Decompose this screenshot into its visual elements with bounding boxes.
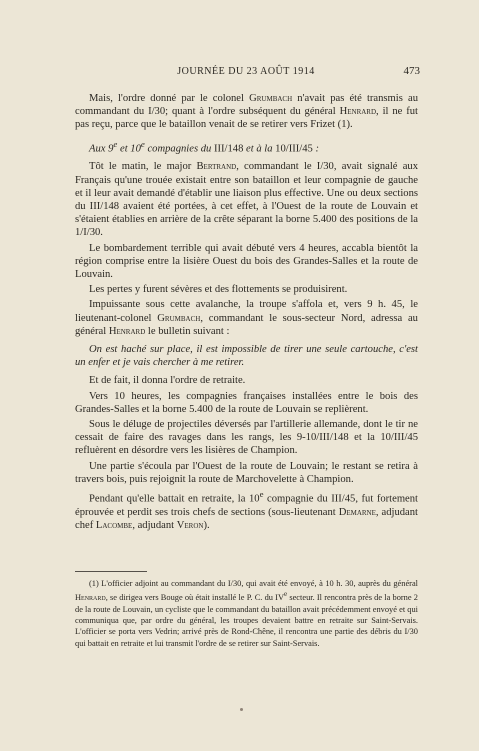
page-number: 473: [403, 65, 420, 77]
text-run: Impuissante sous cette avalanche, la troupe s'affola et, vers 9 h. 45, le lieutenant-colonel: [75, 299, 418, 324]
section-heading: [75, 138, 418, 156]
person-name: Henrard: [75, 593, 106, 603]
text-run: Pendant qu'elle battait en retraite, la 10: [89, 493, 260, 505]
text-run: , se dirigea vers Bouge où était installé le P. C. du IV: [105, 593, 285, 603]
paragraph-3: Le bombardement terrible qui avait débuté vers 4 heures, accabla bientôt la région comprise entre la lisière Ouest du bois des Grandes-Salles et la route de Louvain.: [75, 242, 418, 280]
footnote: [75, 578, 418, 649]
person-name: Lacombe: [95, 519, 133, 531]
paragraph-2: [75, 160, 418, 239]
text-run: et 10: [117, 143, 141, 155]
text-run: , adjudant: [132, 519, 177, 531]
text-run: Tôt le matin, le major: [89, 161, 197, 173]
text-run: , commandant le sous-secteur Nord, adressa au général: [75, 312, 418, 337]
text-run: compagnie du III/45, fut fortement éprouvée et perdit ses trois chefs de sections (sous-lieutenant: [75, 493, 419, 518]
body-text: [75, 92, 418, 534]
paragraph-7: Vers 10 heures, les compagnies françaises installées entre le bois des Grandes-Salles et la borne 5.400 de la route de Louvain se replièrent.: [75, 390, 418, 415]
person-name: Bertrand: [196, 161, 237, 173]
text-run: :: [312, 143, 320, 155]
text-run: et à la: [243, 143, 276, 155]
text-run: , il ne fut pas reçu, parce que le bataillon venait de se retirer vers Frizet (1).: [75, 106, 418, 131]
paragraph-1: [75, 92, 418, 132]
text-run: Aux 9: [89, 143, 114, 155]
person-name: Demarne: [338, 506, 376, 518]
paragraph-9: Une partie s'écoula par l'Ouest de la route de Louvain; le restant se retira à travers bois, puis rejoignit la route de Marchovelette à Champion.: [75, 460, 418, 485]
footnote-1: [75, 578, 418, 649]
paragraph-8: Sous le déluge de projectiles déversés par l'artillerie allemande, dont le tir ne cessait de faire des ravages dans les rangs, les 9-10/III/148 et la 10/III/45 refluèrent en désordre vers les lisières de Champion.: [75, 419, 418, 457]
text-run: , commandant le I/30, avait signalé aux Français qu'une trouée existait entre son bataillon et leur compagnie de gauche et il leur avait demandé d'établir une liaison plus effective. Une ou deux sections du III/148 avaient été portées, à cet effet, à l'Ouest de la route de Louvain et s'étaient établies en arrière de la crête séparant la borne 5.400 des positions de la 1/I/30.: [75, 161, 418, 239]
print-mark: [240, 708, 243, 711]
person-name: Grumbach: [157, 312, 201, 324]
paragraph-10: [75, 488, 418, 532]
superscript: e: [140, 138, 145, 149]
text-run: secteur. Il rencontra près de la borne 2 de la route de Louvain, un cycliste que le commandant du bataillon avait précédemment envoyé et qui communiqua que, par ordre du général, les troupes devaient battre en retraite sur Saint-Servais. L'officier se porta vers Vedrin; arrivé près de Rond-Chêne, il rencontra une partie des débris du I/30 qui battait en retraite et lui transmit l'ordre de se retirer sur Saint-Servais.: [75, 593, 418, 648]
person-name: Henrard: [108, 325, 146, 337]
superscript: e: [259, 489, 264, 500]
superscript: e: [284, 590, 288, 599]
footnote-rule: [75, 571, 147, 572]
person-name: Henrard: [339, 106, 377, 118]
text-run: Mais, l'ordre donné par le colonel: [89, 93, 250, 104]
running-title: JOURNÉE DU 23 AOÛT 1914: [177, 66, 315, 77]
text-run: , adjudant chef: [75, 506, 418, 531]
text-run: le bulletin suivant :: [145, 325, 230, 337]
person-name: Grumbach: [249, 93, 293, 104]
text-run: compagnies du: [144, 143, 214, 155]
unit-code: 10/III/45: [275, 143, 313, 155]
superscript: e: [113, 138, 118, 149]
paragraph-5: [75, 298, 418, 338]
quoted-bulletin: On est haché sur place, il est impossible de tirer une seule cartouche, c'est un enfer et je vais chercher à me retirer.: [75, 343, 418, 369]
paragraph-6: Et de fait, il donna l'ordre de retraite.: [89, 375, 246, 387]
unit-code: III/148: [213, 143, 244, 155]
person-name: Veron: [176, 519, 204, 531]
text-run: (1) L'officier adjoint au commandant du I/30, qui avait été envoyé, à 10 h. 30, auprès du général: [89, 579, 418, 588]
text-run: n'avait pas été transmis au commandant du I/30; quant à l'ordre subséquent du général: [75, 93, 418, 118]
text-run: ).: [203, 519, 210, 531]
paragraph-4: Les pertes y furent sévères et des flottements se produisirent.: [89, 284, 348, 296]
running-header: [70, 65, 420, 77]
